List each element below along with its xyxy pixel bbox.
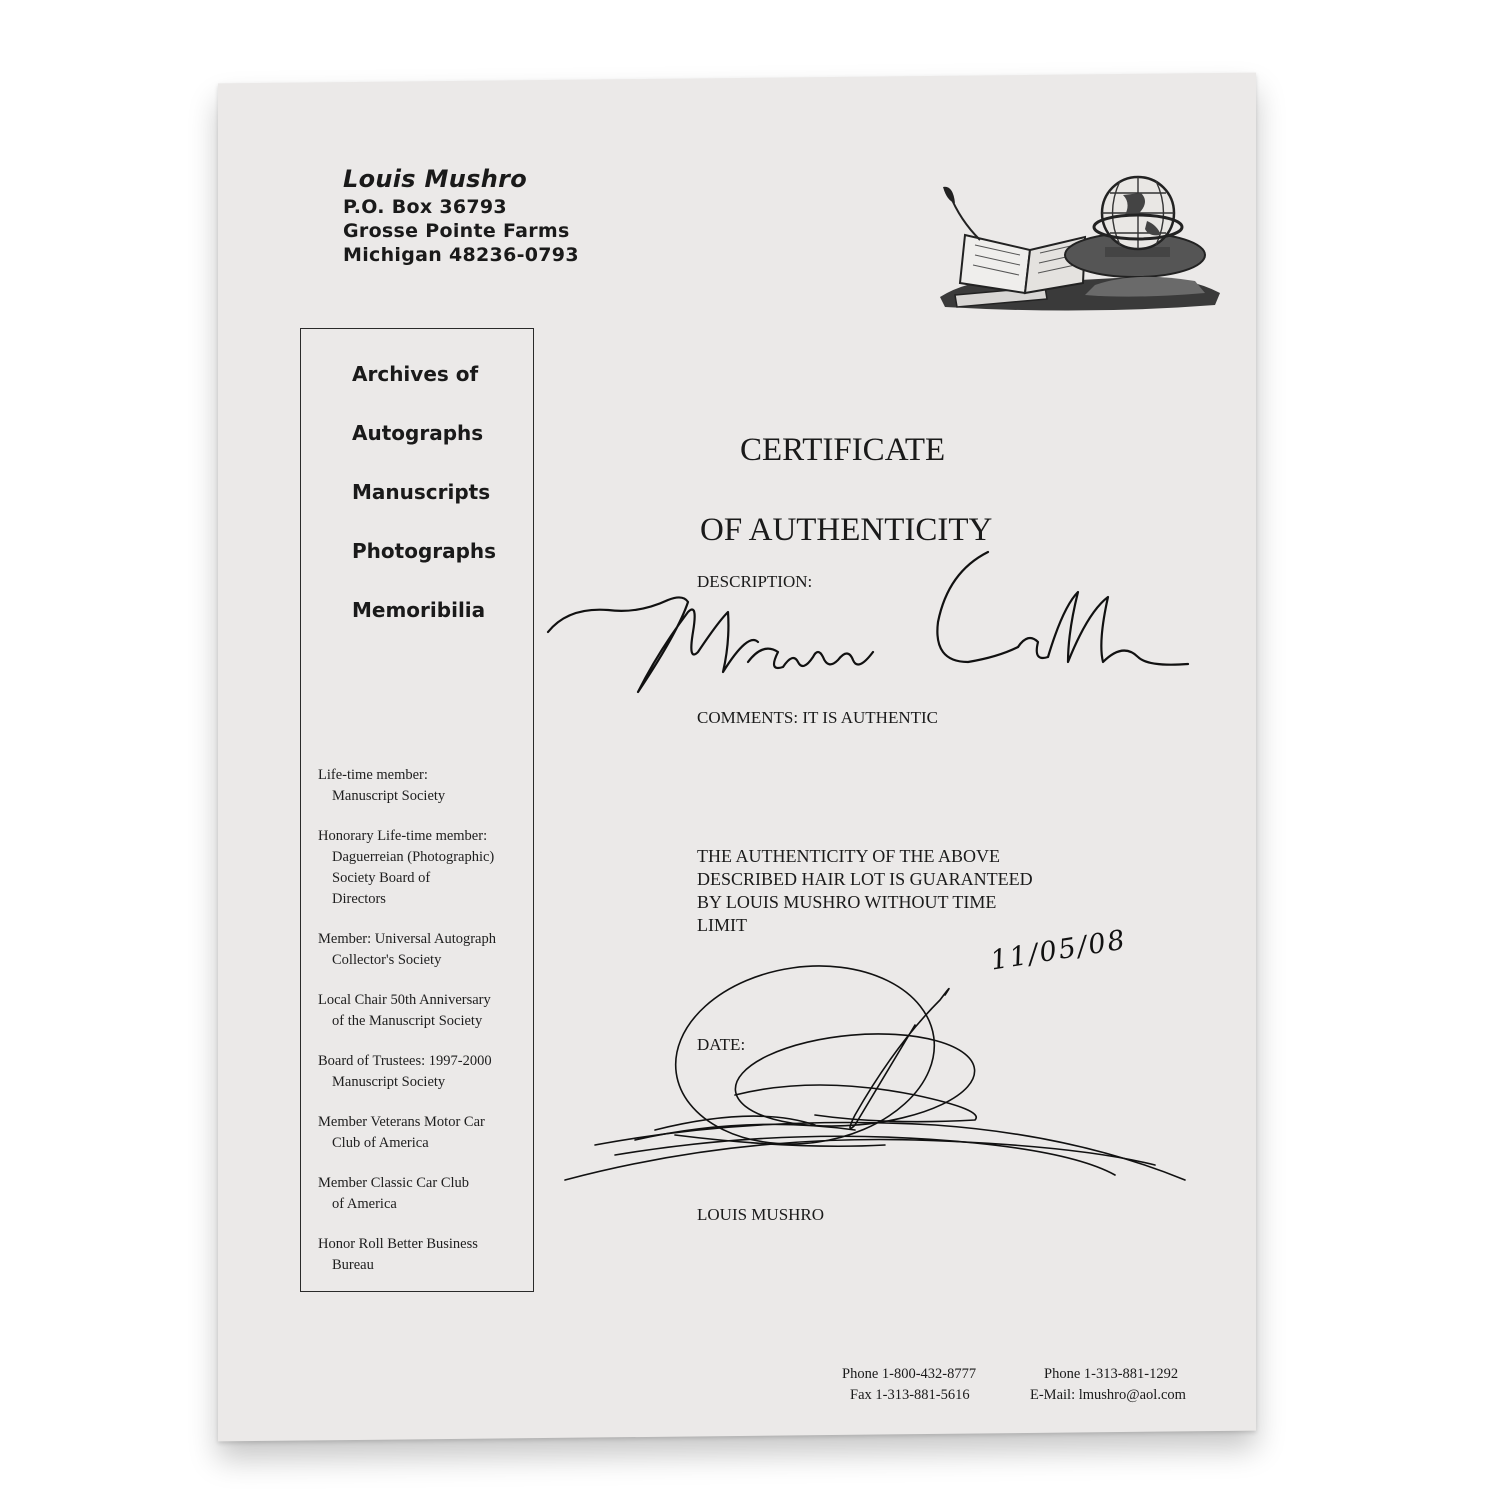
certificate-title-line-1: CERTIFICATE [740,432,946,468]
specialty-item: Manuscripts [352,480,491,504]
specialty-item: Archives of [352,362,479,386]
membership-item [318,1173,496,1215]
contact-fax: Fax 1-313-881-5616 [850,1387,970,1403]
guarantee-line: LIMIT [697,915,747,935]
date-label: DATE: [697,1035,746,1054]
handwritten-date-text: 11/05/08 [988,924,1129,977]
membership-line: Member: Universal Autograph [318,931,496,947]
memberships-list [318,765,496,1295]
louis-mushro-signature [555,965,1195,1225]
membership-line: Society Board of [332,870,431,886]
membership-line: Manuscript Society [332,788,446,804]
membership-line: Honorary Life-time member: [318,828,488,844]
membership-line: of the Manuscript Society [332,1013,483,1029]
membership-line: Manuscript Society [332,1074,446,1090]
globe-and-book-emblem [935,175,1225,320]
membership-item [318,990,496,1032]
comments-field: COMMENTS: IT IS AUTHENTIC [697,708,938,727]
certificate-title [700,410,992,570]
membership-item [318,1051,496,1093]
membership-line: Collector's Society [332,952,442,968]
membership-line: Club of America [332,1135,429,1151]
letterhead [343,163,579,267]
certificate-title-line-2: OF AUTHENTICITY [700,512,993,548]
membership-line: of America [332,1196,397,1212]
letterhead-address-3: Michigan 48236-0793 [343,244,579,266]
guarantee-line: DESCRIBED HAIR LOT IS GUARANTEED [697,869,1033,889]
membership-line: Daguerreian (Photographic) [332,849,495,865]
specialty-item: Autographs [352,421,484,445]
letterhead-address-1: P.O. Box 36793 [343,196,507,218]
guarantee-statement [697,845,1033,937]
specialty-item: Memoribilia [352,598,486,622]
letterhead-name: Louis Mushro [343,165,527,193]
contact-left [842,1364,976,1406]
contact-phone-2: Phone 1-313-881-1292 [1044,1366,1179,1382]
description-label: DESCRIPTION: [697,572,813,591]
membership-line: Bureau [332,1257,374,1273]
membership-item [318,765,496,807]
contact-right [1030,1364,1186,1406]
letterhead-address-2: Grosse Pointe Farms [343,220,570,242]
specialties-list [352,362,496,657]
contact-email: E-Mail: lmushro@aol.com [1030,1387,1186,1403]
membership-item [318,826,496,910]
membership-line: Member Veterans Motor Car [318,1114,485,1130]
guarantee-line: BY LOUIS MUSHRO WITHOUT TIME [697,892,997,912]
membership-line: Member Classic Car Club [318,1175,470,1191]
membership-item [318,929,496,971]
signer-name: LOUIS MUSHRO [697,1205,825,1224]
specialty-item: Photographs [352,539,497,563]
membership-item [318,1112,496,1154]
membership-item [318,1234,496,1276]
membership-line: Directors [332,891,386,907]
guarantee-line: THE AUTHENTICITY OF THE ABOVE [697,846,1000,866]
membership-line: Life-time member: [318,767,428,783]
contact-phone-1: Phone 1-800-432-8777 [842,1366,977,1382]
membership-line: Board of Trustees: 1997-2000 [318,1053,492,1069]
maria-callas-signature [548,552,1188,702]
membership-line: Honor Roll Better Business [318,1236,478,1252]
membership-line: Local Chair 50th Anniversary [318,992,491,1008]
